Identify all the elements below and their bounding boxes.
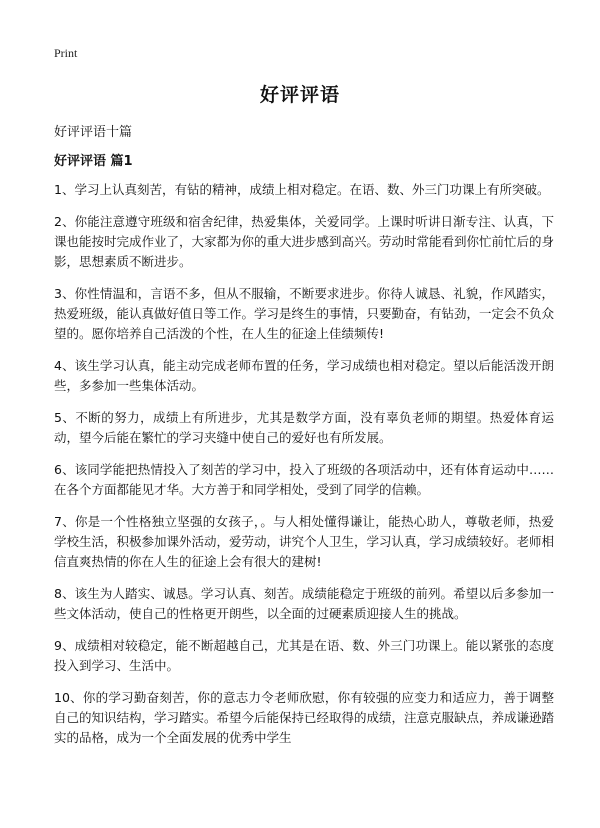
comment-item: 6、该同学能把热情投入了刻苦的学习中，投入了班级的各项活动中，还有体育运动中……在各个方面都能见才华。大方善于和同学相处，受到了同学的信赖。	[54, 462, 554, 497]
comment-item: 1、学习上认真刻苦，有钻的精神，成绩上相对稳定。在语、数、外三门功课上有所突破。	[54, 182, 550, 197]
comment-item: 7、你是一个性格独立坚强的女孩子，。与人相处懂得谦让，能热心助人，尊敬老师，热爱学校生活，积极参加课外活动，爱劳动，讲究个人卫生，学习认真，学习成绩较好。老师相信直爽热情的你在人生的征途上会有很大的建树!	[54, 514, 555, 569]
comment-item: 10、你的学习勤奋刻苦，你的意志力令老师欣慰，你有较强的应变力和适应力，善于调整自己的知识结构，学习踏实。希望今后能保持已经取得的成绩，注意克服缺点，养成谦逊踏实的品格，成为一个全面发展的优秀中学生	[54, 690, 555, 745]
comment-list	[54, 180, 554, 760]
print-label: Print	[54, 46, 78, 60]
document-subtitle: 好评评语十篇	[54, 125, 133, 140]
comment-item: 2、你能注意遵守班级和宿舍纪律，热爱集体，关爱同学。上课时听讲日渐专注、认真，下课也能按时完成作业了，大家都为你的重大进步感到高兴。劳动时常能看到你忙前忙后的身影，思想素质不断进步。	[54, 214, 555, 269]
comment-item: 3、你性情温和，言语不多，但从不服输，不断要求进步。你待人诚恳、礼貌，作风踏实，热爱班级，能认真做好值日等工作。学习是终生的事情，只要勤奋，有钻劲，一定会不负众望的。愿你培养自己活泼的个性，在人生的征途上佳绩频传!	[54, 286, 555, 341]
comment-item: 5、不断的努力，成绩上有所进步，尤其是数学方面，没有辜负老师的期望。热爱体育运动，望今后能在繁忙的学习夹缝中使自己的爱好也有所发展。	[54, 410, 554, 445]
page-title: 好评评语	[259, 84, 340, 106]
comment-item: 9、成绩相对较稳定，能不断超越自己，尤其是在语、数、外三门功课上。能以紧张的态度投入到学习、生活中。	[54, 638, 554, 673]
comment-item: 8、该生为人踏实、诚恳。学习认真、刻苦。成绩能稳定于班级的前列。希望以后多参加一些文体活动，使自己的性格更开朗些，以全面的过硬素质迎接人生的挑战。	[54, 586, 554, 621]
comment-item: 4、该生学习认真，能主动完成老师布置的任务，学习成绩也相对稳定。望以后能活泼开朗些，多参加一些集体活动。	[54, 358, 554, 393]
section-heading: 好评评语 篇1	[54, 154, 133, 169]
